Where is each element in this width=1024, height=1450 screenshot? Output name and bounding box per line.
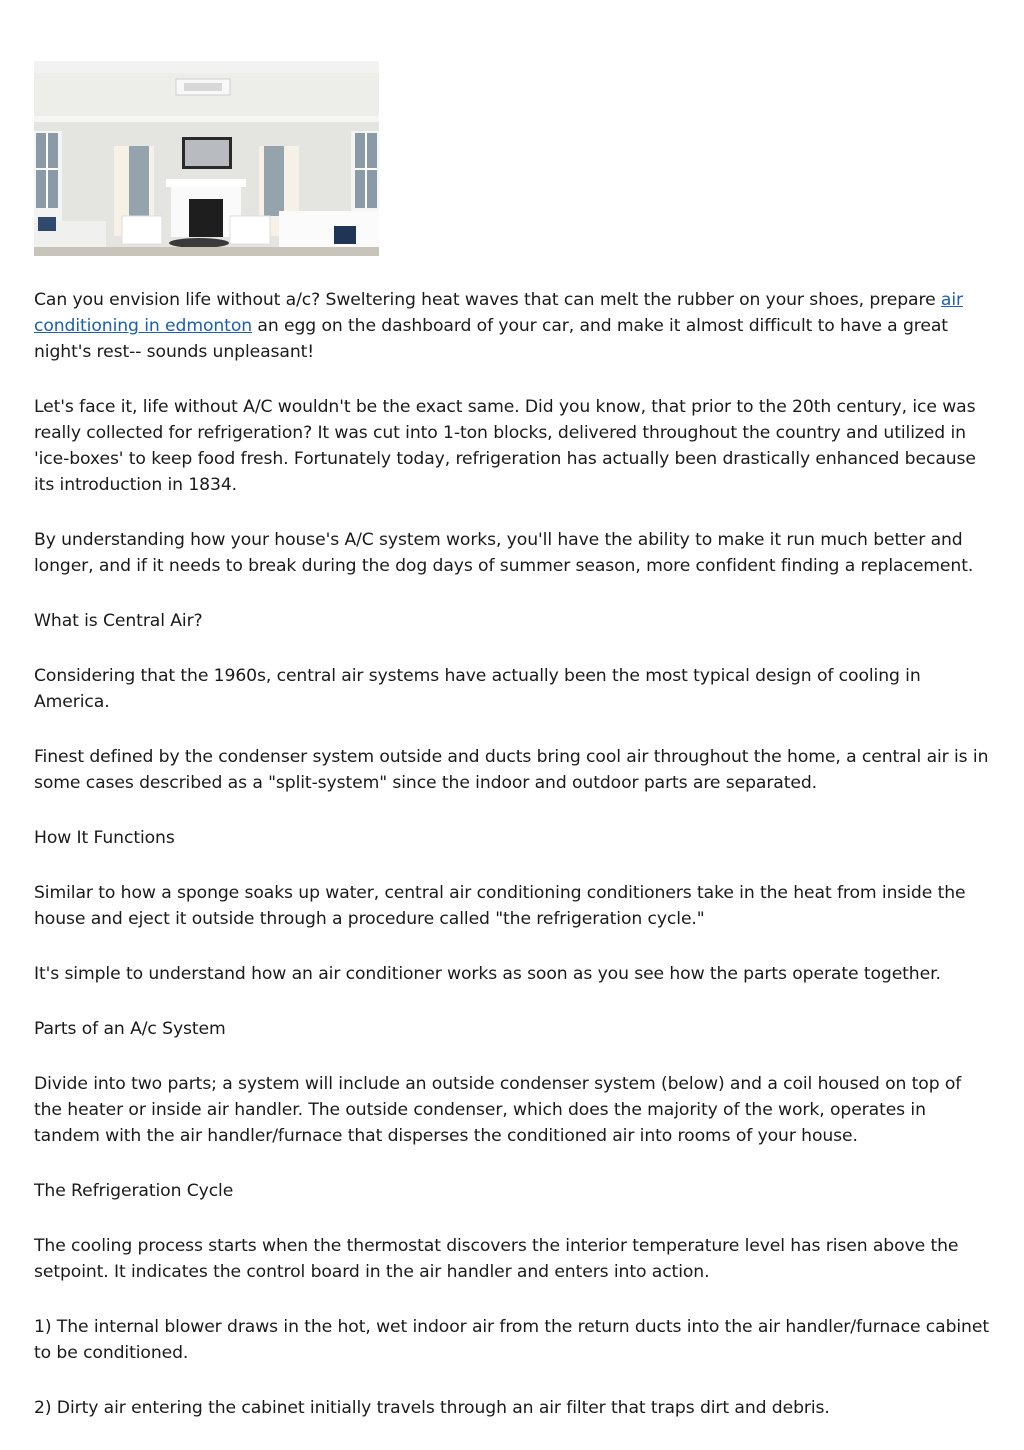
section-heading: How It Functions bbox=[34, 828, 175, 848]
paragraph: Considering that the 1960s, central air systems have actually been the most typical design of cooling in America. bbox=[34, 666, 921, 712]
paragraph: Similar to how a sponge soaks up water, central air conditioning conditioners take in the heat from inside the house and eject it outside through a procedure called "the refrigeration cycle." bbox=[34, 883, 966, 929]
paragraph: It's simple to understand how an air conditioner works as soon as you see how the parts operate together. bbox=[34, 964, 941, 984]
paragraph: 2) Dirty air entering the cabinet initially travels through an air filter that traps dirt and debris. bbox=[34, 1398, 830, 1418]
section-heading: What is Central Air? bbox=[34, 611, 203, 631]
paragraph-text: an egg on the dashboard of your car, and make it almost difficult to have a great night's rest-- sounds unpleasant! bbox=[34, 316, 948, 362]
paragraph-text: Can you envision life without a/c? Sweltering heat waves that can melt the rubber on your shoes, prepare bbox=[34, 290, 941, 310]
paragraph bbox=[34, 287, 994, 365]
article-body bbox=[34, 287, 994, 1450]
paragraph: By understanding how your house's A/C system works, you'll have the ability to make it run much better and longer, and if it needs to break during the dog days of summer season, more confident finding a replacement. bbox=[34, 530, 974, 576]
section-heading: The Refrigeration Cycle bbox=[34, 1181, 234, 1201]
living-room-photo bbox=[34, 61, 379, 256]
air-conditioning-link[interactable]: air conditioning in edmonton bbox=[34, 290, 963, 336]
section-heading: Parts of an A/c System bbox=[34, 1019, 226, 1039]
paragraph: Let's face it, life without A/C wouldn't be the exact same. Did you know, that prior to the 20th century, ice was really collected for refrigeration? It was cut into 1-ton blocks, delivered throughout the country and utilized in 'ice-boxes' to keep food fresh. Fortunately today, refrigeration has actually been drastically enhanced because its introduction in 1834. bbox=[34, 397, 976, 495]
paragraph: Finest defined by the condenser system outside and ducts bring cool air throughout the home, a central air is in some cases described as a "split-system" since the indoor and outdoor parts are separated. bbox=[34, 747, 989, 793]
paragraph: 1) The internal blower draws in the hot, wet indoor air from the return ducts into the air handler/furnace cabinet to be conditioned. bbox=[34, 1317, 989, 1363]
paragraph: Divide into two parts; a system will include an outside condenser system (below) and a coil housed on top of the heater or inside air handler. The outside condenser, which does the majority of the work, operates in tandem with the air handler/furnace that disperses the conditioned air into rooms of your house. bbox=[34, 1074, 962, 1146]
paragraph: The cooling process starts when the thermostat discovers the interior temperature level has risen above the setpoint. It indicates the control board in the air handler and enters into action. bbox=[34, 1236, 959, 1282]
